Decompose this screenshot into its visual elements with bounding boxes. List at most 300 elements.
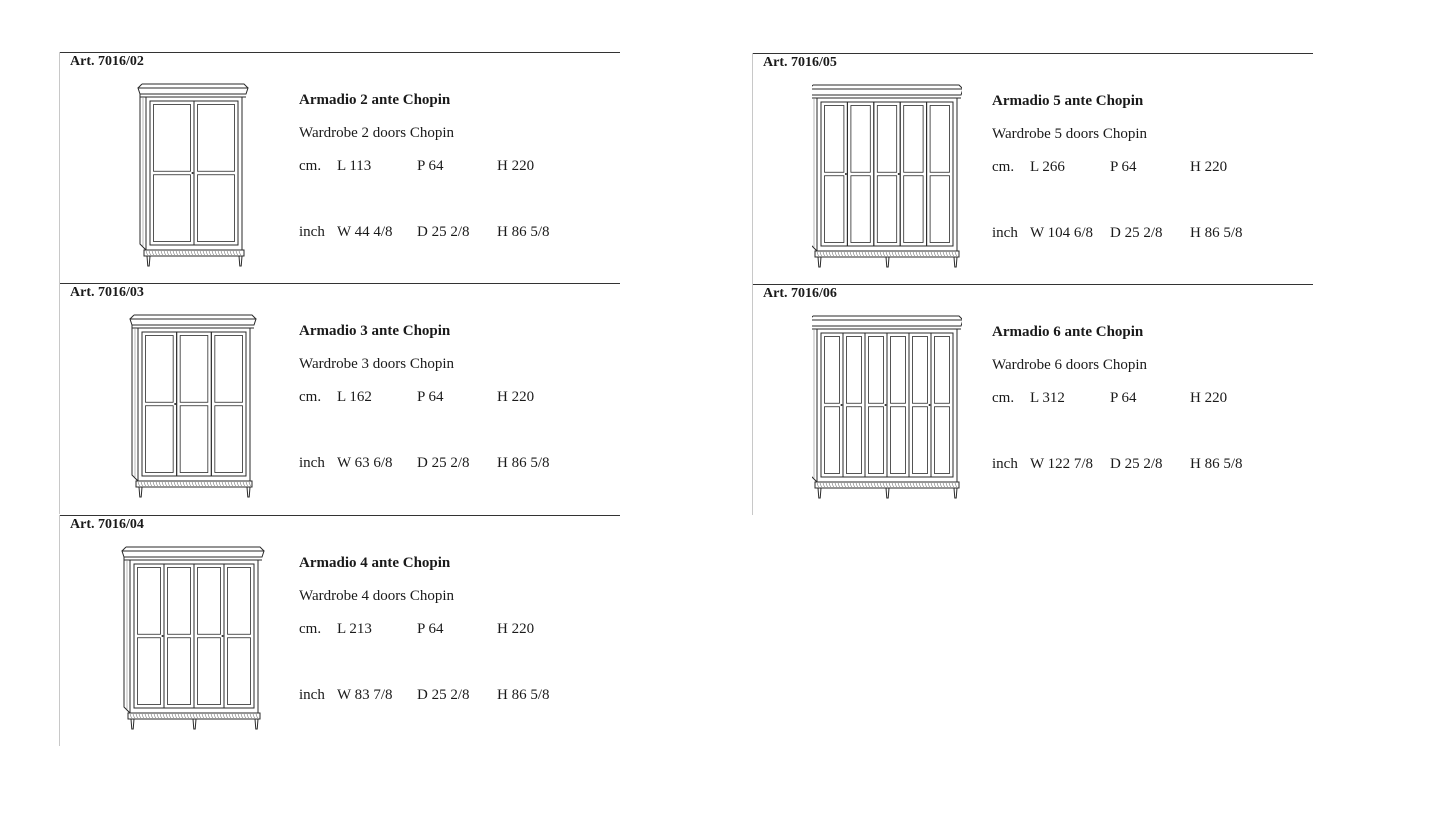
unit-label: cm. <box>992 390 1015 406</box>
unit-label: inch <box>992 456 1018 472</box>
door-knob <box>845 173 847 175</box>
divider-line <box>752 53 753 284</box>
wardrobe-door <box>900 102 926 246</box>
plinth-carving <box>880 483 882 487</box>
plinth-carving <box>250 714 252 718</box>
plinth-carving <box>889 483 891 487</box>
plinth-carving <box>943 483 945 487</box>
wardrobe-cornice <box>122 551 264 557</box>
door-panel <box>851 106 870 173</box>
wardrobe-foot <box>193 719 196 729</box>
door-panel <box>154 175 191 242</box>
plinth-carving <box>925 483 927 487</box>
unit-label: inch <box>299 687 325 703</box>
plinth-carving <box>895 483 897 487</box>
plinth-carving <box>136 714 138 718</box>
product-entry-7016-04 <box>59 515 620 746</box>
wardrobe-foot <box>239 256 242 266</box>
depth-value: D 25 2/8 <box>1110 225 1163 241</box>
wardrobe-foot <box>954 257 957 267</box>
plinth-carving <box>218 251 220 255</box>
plinth-carving <box>946 252 948 256</box>
width-value: W 44 4/8 <box>337 224 393 240</box>
article-number: Art. 7016/06 <box>763 286 837 301</box>
wardrobe-foot <box>247 487 250 497</box>
plinth-carving <box>931 252 933 256</box>
plinth-carving <box>179 251 181 255</box>
door-panel <box>138 638 161 705</box>
plinth-carving <box>922 252 924 256</box>
plinth-carving <box>162 482 164 486</box>
plinth-carving <box>886 483 888 487</box>
product-entry-7016-03 <box>59 283 620 514</box>
plinth-carving <box>850 252 852 256</box>
plinth-carving <box>817 252 819 256</box>
depth-value: D 25 2/8 <box>417 455 470 471</box>
plinth-carving <box>170 251 172 255</box>
plinth-carving <box>877 483 879 487</box>
door-panel <box>154 105 191 172</box>
plinth-carving <box>130 714 132 718</box>
door-knob <box>192 172 194 174</box>
plinth-carving <box>190 714 192 718</box>
door-panel <box>215 336 243 403</box>
plinth-carving <box>841 252 843 256</box>
plinth-carving <box>156 482 158 486</box>
plinth-carving <box>159 482 161 486</box>
plinth-carving <box>235 714 237 718</box>
door-knob <box>929 404 931 406</box>
door-panel <box>913 407 928 474</box>
plinth-carving <box>913 483 915 487</box>
plinth-carving <box>197 251 199 255</box>
door-panel <box>146 336 174 403</box>
plinth-carving <box>139 714 141 718</box>
plinth-carving <box>213 482 215 486</box>
wardrobe-foot <box>131 719 134 729</box>
door-panel <box>869 407 884 474</box>
divider-line <box>59 515 60 746</box>
door-panel <box>198 568 221 635</box>
divider-line <box>59 52 620 53</box>
wardrobe-cornice <box>812 89 962 95</box>
plinth-carving <box>256 714 258 718</box>
plinth-carving <box>841 483 843 487</box>
plinth-carving <box>142 714 144 718</box>
plinth-carving <box>928 252 930 256</box>
plinth-carving <box>215 251 217 255</box>
wardrobe-illustration <box>812 306 962 502</box>
unit-label: cm. <box>299 621 322 637</box>
plinth-carving <box>940 483 942 487</box>
plinth-carving <box>196 714 198 718</box>
door-panel <box>825 337 840 404</box>
plinth-carving <box>138 482 140 486</box>
wardrobe-door <box>150 101 194 245</box>
plinth-carving <box>832 483 834 487</box>
plinth-carving <box>207 482 209 486</box>
plinth-carving <box>172 714 174 718</box>
plinth-carving <box>209 251 211 255</box>
plinth-carving <box>147 482 149 486</box>
divider-line <box>752 284 753 515</box>
height-value: H 86 5/8 <box>497 455 550 471</box>
plinth-carving <box>916 252 918 256</box>
plinth-carving <box>952 483 954 487</box>
plinth-carving <box>820 252 822 256</box>
plinth-carving <box>230 251 232 255</box>
plinth-carving <box>231 482 233 486</box>
plinth-carving <box>237 482 239 486</box>
plinth-carving <box>937 252 939 256</box>
plinth-carving <box>934 483 936 487</box>
plinth-carving <box>204 482 206 486</box>
plinth-carving <box>164 251 166 255</box>
plinth-carving <box>937 483 939 487</box>
plinth-carving <box>239 251 241 255</box>
door-panel <box>851 176 870 243</box>
plinth-carving <box>853 252 855 256</box>
wardrobe-door <box>194 101 238 245</box>
wardrobe-body <box>817 98 957 251</box>
plinth-carving <box>241 714 243 718</box>
width-value: W 122 7/8 <box>1030 456 1094 472</box>
plinth-carving <box>192 482 194 486</box>
plinth-carving <box>838 483 840 487</box>
wardrobe-side <box>812 95 817 251</box>
plinth-carving <box>904 252 906 256</box>
plinth-carving <box>160 714 162 718</box>
plinth-carving <box>934 252 936 256</box>
plinth-carving <box>165 482 167 486</box>
depth-value: D 25 2/8 <box>1110 456 1163 472</box>
plinth-carving <box>865 483 867 487</box>
door-panel <box>228 638 251 705</box>
wardrobe-door <box>177 332 212 476</box>
plinth-carving <box>916 483 918 487</box>
wardrobe-illustration <box>119 74 269 270</box>
plinth-carving <box>150 482 152 486</box>
width-value: L 113 <box>337 158 372 174</box>
depth-value: D 25 2/8 <box>417 687 470 703</box>
door-panel <box>877 106 896 173</box>
plinth-carving <box>151 714 153 718</box>
plinth-carving <box>203 251 205 255</box>
plinth-carving <box>859 483 861 487</box>
plinth-carving <box>835 252 837 256</box>
plinth-carving <box>240 482 242 486</box>
width-value: W 83 7/8 <box>337 687 393 703</box>
plinth-carving <box>820 483 822 487</box>
door-panel <box>847 407 862 474</box>
wardrobe-illustration <box>812 75 962 271</box>
wardrobe-foot <box>886 488 889 498</box>
plinth-carving <box>200 251 202 255</box>
height-value: H 86 5/8 <box>1190 225 1243 241</box>
plinth-carving <box>871 252 873 256</box>
unit-label: cm. <box>299 389 322 405</box>
plinth-carving <box>195 482 197 486</box>
plinth-carving <box>193 714 195 718</box>
wardrobe-door <box>224 564 254 708</box>
wardrobe-door <box>134 564 164 708</box>
height-value: H 220 <box>1190 390 1228 406</box>
plinth-carving <box>844 483 846 487</box>
plinth-carving <box>829 483 831 487</box>
plinth-carving <box>913 252 915 256</box>
door-knob <box>885 404 887 406</box>
plinth-carving <box>182 251 184 255</box>
unit-label: inch <box>299 455 325 471</box>
plinth-carving <box>246 482 248 486</box>
door-panel <box>904 106 923 173</box>
plinth-carving <box>946 483 948 487</box>
plinth-carving <box>188 251 190 255</box>
plinth-carving <box>886 252 888 256</box>
wardrobe-foot <box>886 257 889 267</box>
plinth-carving <box>157 714 159 718</box>
wardrobe-side <box>812 326 817 482</box>
wardrobe-cornice <box>812 320 962 326</box>
plinth-carving <box>202 714 204 718</box>
plinth-carving <box>236 251 238 255</box>
height-value: H 86 5/8 <box>1190 456 1243 472</box>
plinth-carving <box>901 483 903 487</box>
plinth-carving <box>227 251 229 255</box>
plinth-carving <box>225 482 227 486</box>
plinth-carving <box>868 483 870 487</box>
plinth-carving <box>898 252 900 256</box>
product-subtitle: Wardrobe 6 doors Chopin <box>992 357 1148 373</box>
product-subtitle: Wardrobe 2 doors Chopin <box>299 125 455 141</box>
plinth-carving <box>183 482 185 486</box>
wardrobe-cornice <box>138 84 248 88</box>
plinth-carving <box>146 251 148 255</box>
door-panel <box>877 176 896 243</box>
plinth-carving <box>955 252 957 256</box>
product-title: Armadio 5 ante Chopin <box>992 93 1144 109</box>
product-subtitle: Wardrobe 5 doors Chopin <box>992 126 1148 142</box>
height-value: H 220 <box>497 389 535 405</box>
wardrobe-illustration <box>119 305 269 501</box>
plinth-carving <box>221 251 223 255</box>
divider-line <box>59 283 60 514</box>
plinth-carving <box>838 252 840 256</box>
door-knob <box>174 403 176 405</box>
plinth-carving <box>823 483 825 487</box>
door-panel <box>935 337 950 404</box>
plinth-carving <box>868 252 870 256</box>
article-number: Art. 7016/04 <box>70 517 144 532</box>
plinth-carving <box>919 252 921 256</box>
plinth-carving <box>922 483 924 487</box>
plinth-carving <box>925 252 927 256</box>
wardrobe-foot <box>147 256 150 266</box>
door-panel <box>825 106 844 173</box>
height-value: H 86 5/8 <box>497 687 550 703</box>
door-panel <box>913 337 928 404</box>
plinth-carving <box>817 483 819 487</box>
door-knob <box>162 635 164 637</box>
plinth-carving <box>198 482 200 486</box>
plinth-carving <box>895 252 897 256</box>
plinth-carving <box>883 252 885 256</box>
plinth-carving <box>158 251 160 255</box>
product-subtitle: Wardrobe 4 doors Chopin <box>299 588 455 604</box>
wardrobe-foot <box>818 488 821 498</box>
plinth-carving <box>853 483 855 487</box>
plinth-carving <box>181 714 183 718</box>
product-title: Armadio 2 ante Chopin <box>299 92 451 108</box>
plinth-carving <box>907 252 909 256</box>
plinth-carving <box>883 483 885 487</box>
width-value: L 213 <box>337 621 372 637</box>
plinth-carving <box>874 252 876 256</box>
plinth-carving <box>901 252 903 256</box>
plinth-carving <box>880 252 882 256</box>
plinth-carving <box>904 483 906 487</box>
plinth-carving <box>174 482 176 486</box>
width-value: L 266 <box>1030 159 1065 175</box>
divider-line <box>59 283 620 284</box>
plinth-carving <box>171 482 173 486</box>
plinth-carving <box>889 252 891 256</box>
plinth-carving <box>910 483 912 487</box>
plinth-carving <box>206 251 208 255</box>
wardrobe-cornice <box>138 88 248 94</box>
plinth-carving <box>208 714 210 718</box>
plinth-carving <box>943 252 945 256</box>
door-panel <box>930 176 949 243</box>
plinth-carving <box>154 714 156 718</box>
article-number: Art. 7016/02 <box>70 54 144 69</box>
door-panel <box>168 638 191 705</box>
door-panel <box>198 638 221 705</box>
plinth-carving <box>907 483 909 487</box>
plinth-carving <box>919 483 921 487</box>
wardrobe-cornice <box>122 547 264 551</box>
plinth-carving <box>847 483 849 487</box>
door-panel <box>138 568 161 635</box>
plinth-carving <box>850 483 852 487</box>
plinth-carving <box>211 714 213 718</box>
plinth-carving <box>216 482 218 486</box>
product-title: Armadio 3 ante Chopin <box>299 323 451 339</box>
plinth-carving <box>205 714 207 718</box>
product-title: Armadio 6 ante Chopin <box>992 324 1144 340</box>
plinth-carving <box>829 252 831 256</box>
wardrobe-door <box>874 102 900 246</box>
plinth-carving <box>949 252 951 256</box>
plinth-carving <box>167 251 169 255</box>
door-panel <box>930 106 949 173</box>
plinth-carving <box>826 252 828 256</box>
unit-label: cm. <box>299 158 322 174</box>
plinth-carving <box>253 714 255 718</box>
plinth-carving <box>152 251 154 255</box>
plinth-carving <box>184 714 186 718</box>
wardrobe-door <box>927 102 953 246</box>
wardrobe-door <box>211 332 246 476</box>
depth-value: P 64 <box>417 389 444 405</box>
wardrobe-foot <box>139 487 142 497</box>
plinth-carving <box>238 714 240 718</box>
plinth-carving <box>228 482 230 486</box>
door-panel <box>825 407 840 474</box>
door-panel <box>869 337 884 404</box>
wardrobe-foot <box>954 488 957 498</box>
plinth-carving <box>931 483 933 487</box>
plinth-carving <box>133 714 135 718</box>
plinth-carving <box>219 482 221 486</box>
unit-label: inch <box>299 224 325 240</box>
plinth-carving <box>141 482 143 486</box>
plinth-carving <box>928 483 930 487</box>
article-number: Art. 7016/05 <box>763 55 837 70</box>
width-value: L 162 <box>337 389 372 405</box>
article-number: Art. 7016/03 <box>70 285 144 300</box>
door-panel <box>847 337 862 404</box>
plinth-carving <box>243 482 245 486</box>
width-value: W 63 6/8 <box>337 455 393 471</box>
plinth-carving <box>832 252 834 256</box>
plinth-carving <box>892 483 894 487</box>
door-panel <box>180 336 208 403</box>
wardrobe-door <box>164 564 194 708</box>
plinth-carving <box>166 714 168 718</box>
plinth-carving <box>178 714 180 718</box>
plinth-carving <box>234 482 236 486</box>
plinth-carving <box>226 714 228 718</box>
width-value: W 104 6/8 <box>1030 225 1094 241</box>
product-subtitle: Wardrobe 3 doors Chopin <box>299 356 455 372</box>
wardrobe-cornice <box>812 316 962 320</box>
plinth-carving <box>856 483 858 487</box>
door-panel <box>891 407 906 474</box>
door-knob <box>898 173 900 175</box>
depth-value: P 64 <box>417 621 444 637</box>
plinth-carving <box>859 252 861 256</box>
product-entry-7016-02 <box>59 52 620 283</box>
plinth-carving <box>214 714 216 718</box>
door-panel <box>904 176 923 243</box>
plinth-carving <box>220 714 222 718</box>
wardrobe-cornice <box>812 85 962 89</box>
plinth-carving <box>223 714 225 718</box>
plinth-carving <box>155 251 157 255</box>
depth-value: P 64 <box>1110 390 1137 406</box>
plinth-carving <box>940 252 942 256</box>
plinth-carving <box>865 252 867 256</box>
door-panel <box>180 406 208 473</box>
door-panel <box>198 105 235 172</box>
plinth-carving <box>244 714 246 718</box>
wardrobe-body <box>138 328 250 481</box>
plinth-carving <box>210 482 212 486</box>
plinth-carving <box>212 251 214 255</box>
door-panel <box>891 337 906 404</box>
wardrobe-door <box>821 102 847 246</box>
plinth-carving <box>862 483 864 487</box>
plinth-carving <box>229 714 231 718</box>
plinth-carving <box>955 483 957 487</box>
door-knob <box>222 635 224 637</box>
door-panel <box>198 175 235 242</box>
door-panel <box>935 407 950 474</box>
wardrobe-foot <box>255 719 258 729</box>
wardrobe-cornice <box>130 315 256 319</box>
divider-line <box>752 53 1313 54</box>
